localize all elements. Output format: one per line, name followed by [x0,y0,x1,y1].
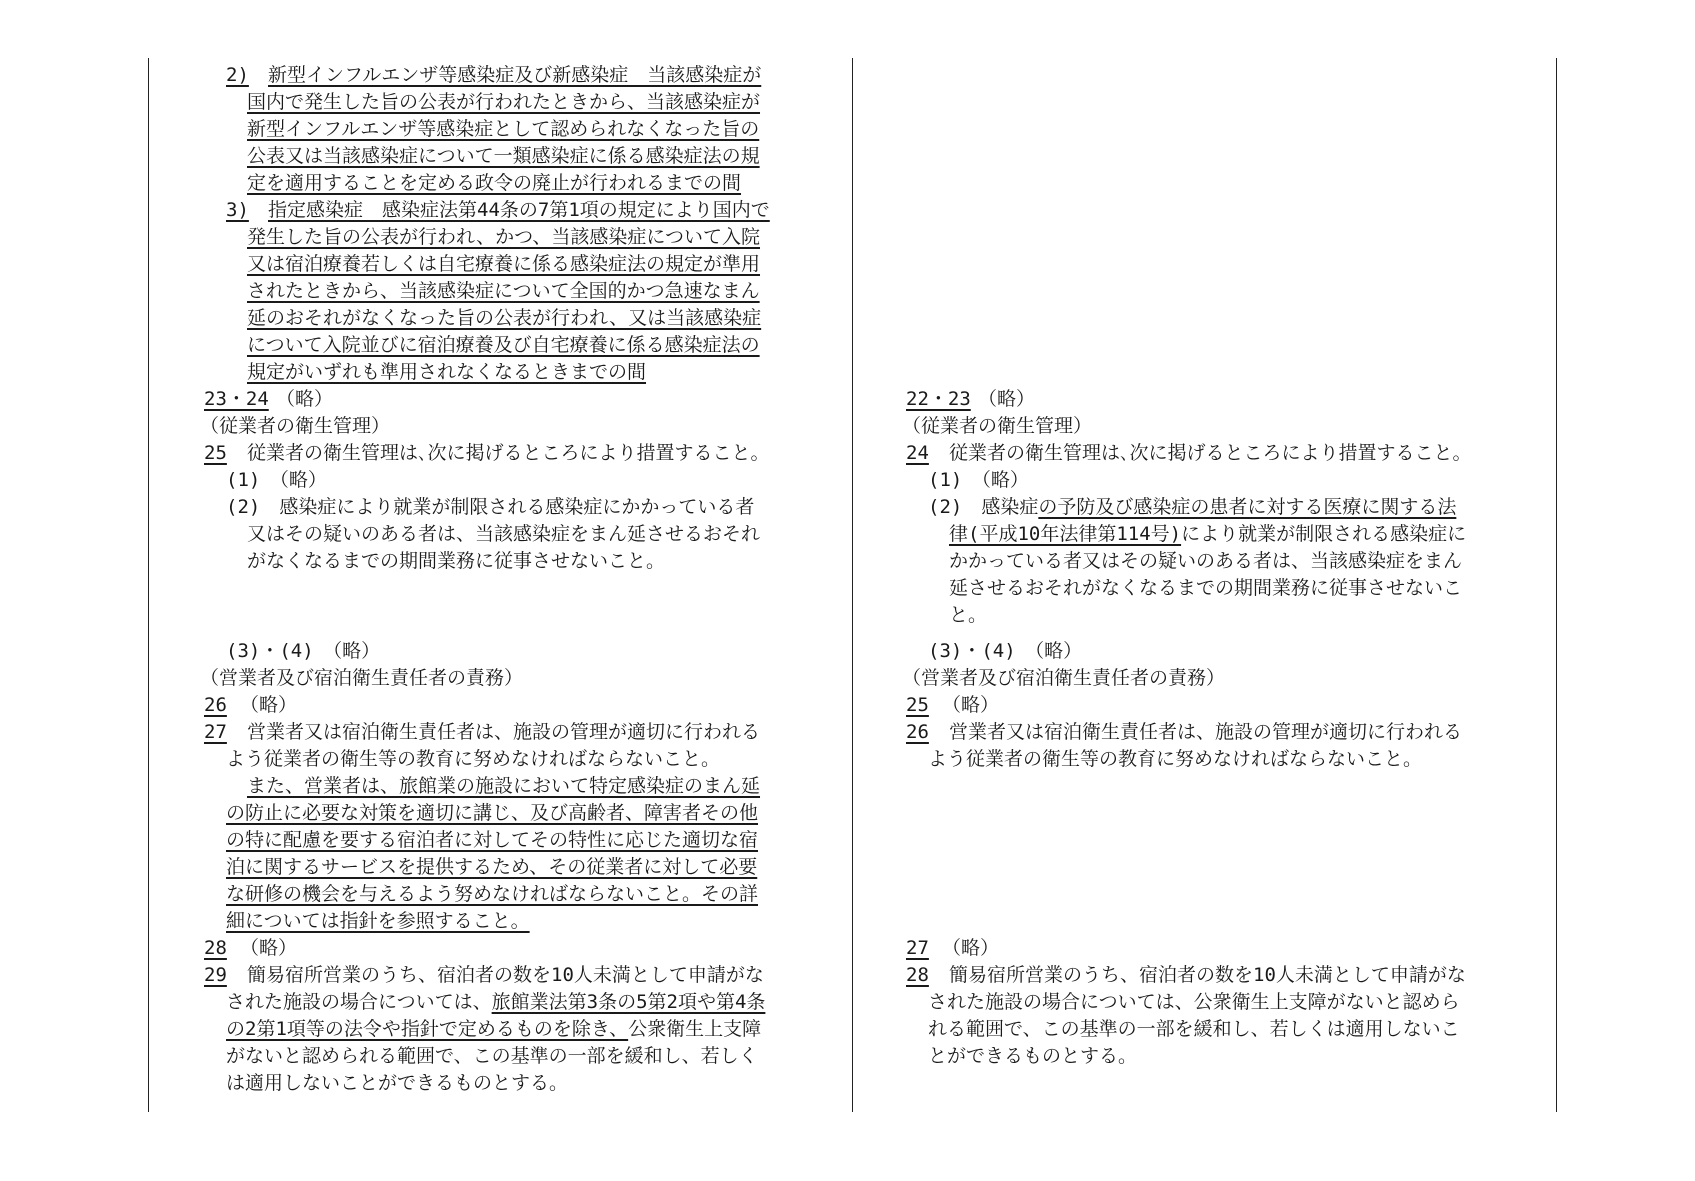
item-3-line: について入院並びに宿泊療養及び自宅療養に係る感染症法の [247,334,760,356]
paragraph-number: 26 [906,721,929,743]
plain-segment: (2) 感染症 [928,496,1039,518]
subitem-2-line: 又はその疑いのある者は、当該感染症をまん延させるおそれ [247,523,761,545]
paragraph-text: よう従業者の衛生等の教育に努めなければならないこと。 [928,748,1423,770]
subitem-3-4: (3)・(4) （略） [226,640,381,662]
paragraph-text: された施設の場合については、公衆衛生上支障がないと認めら [928,991,1460,1013]
plain-segment: 公衆衛生上支障 [628,1018,762,1040]
item-2-line: 新型インフルエンザ等感染症及び新感染症 当該感染症が [268,64,762,86]
paragraph-text [226,1016,761,1043]
subitem-2-line: 延させるおそれがなくなるまでの期間業務に従事させないこ [949,577,1463,599]
paragraph-text: がないと認められる範囲で、この基準の一部を緩和し、若しく [226,1045,758,1067]
paragraph-number: 23・24 [204,388,269,410]
section-heading-staff-hygiene: （従業者の衛生管理） [902,415,1093,437]
omitted-text: （略） [240,937,298,959]
subitem-2-line: がなくなるまでの期間業務に従事させないこと。 [247,550,666,572]
subitem-2-line: と。 [949,604,988,626]
amended-segment: 律(平成10年法律第114号) [949,523,1182,545]
amended-text-line: の防止に必要な対策を適切に講じ、及び高齢者、障害者その他 [226,802,759,824]
right-border-rule [1556,58,1557,1112]
paragraph-number: 27 [204,721,227,743]
item-3-line: 延のおそれがなくなった旨の公表が行われ、又は当該感染症 [247,307,762,329]
paragraph-number: 26 [204,694,227,716]
subitem-1: (1) （略） [928,469,1029,491]
section-heading-responsibilities: （営業者及び宿泊衛生責任者の責務） [902,667,1226,689]
item-3-line: されたときから、当該感染症について全国的かつ急速なまん [247,280,760,302]
section-heading-responsibilities: （営業者及び宿泊衛生責任者の責務） [200,667,524,689]
subitem-1: (1) （略） [226,469,327,491]
item-2-number: 2) [226,64,249,86]
subitem-2-line [949,521,1466,548]
item-3-line: 発生した旨の公表が行われ、かつ、当該感染症について入院 [247,226,761,248]
amended-text-line: の特に配慮を要する宿泊者に対してその特性に応じた適切な宿 [226,829,759,851]
paragraph-text: 簡易宿所営業のうち、宿泊者の数を10人未満として申請がな [949,964,1466,986]
omitted-text: （略） [276,388,334,410]
paragraph-number: 22・23 [906,388,971,410]
omitted-text: （略） [978,388,1036,410]
paragraph-text: とができるものとする。 [928,1045,1138,1067]
amended-text-line: な研修の機会を与えるよう努めなければならないこと。その詳 [226,883,759,905]
item-3-line: 指定感染症 感染症法第44条の7第1項の規定により国内で [268,199,770,221]
amended-text-line: 細については指針を参照すること。 [226,910,530,932]
plain-segment: により就業が制限される感染症に [1181,523,1467,545]
paragraph-number: 25 [204,442,227,464]
paragraph-text: 営業者又は宿泊衛生責任者は、施設の管理が適切に行われる [247,721,761,743]
left-border-rule [148,58,149,1112]
amended-text-line: また、営業者は、旅館業の施設において特定感染症のまん延 [247,775,761,797]
omitted-text: （略） [240,694,298,716]
paragraph-number: 27 [906,937,929,959]
item-2-line: 公表又は当該感染症について一類感染症に係る感染症法の規 [247,145,760,167]
item-3-number: 3) [226,199,249,221]
paragraph-text: 営業者又は宿泊衛生責任者は、施設の管理が適切に行われる [949,721,1463,743]
item-2-line: 新型インフルエンザ等感染症として認められなくなった旨の [247,118,760,140]
paragraph-number: 25 [906,694,929,716]
section-heading-staff-hygiene: （従業者の衛生管理） [200,415,391,437]
omitted-text: （略） [942,694,1000,716]
paragraph-number: 29 [204,964,227,986]
subitem-3-4: (3)・(4) （略） [928,640,1083,662]
plain-segment: された施設の場合については、 [226,991,492,1013]
item-3-line: 規定がいずれも準用されなくなるときまでの間 [247,361,647,383]
amended-segment: の2第1項等の法令や指針で定めるものを除き、 [226,1018,629,1040]
paragraph-text: 従業者の衛生管理は､次に掲げるところにより措置すること。 [949,442,1472,464]
item-2-line: 国内で発生した旨の公表が行われたときから、当該感染症が [247,91,761,113]
item-3-line: 又は宿泊療養若しくは自宅療養に係る感染症法の規定が準用 [247,253,761,275]
subitem-2-line: かかっている者又はその疑いのある者は、当該感染症をまん [949,550,1463,572]
paragraph-text: 簡易宿所営業のうち、宿泊者の数を10人未満として申請がな [247,964,764,986]
subitem-2 [928,494,1456,521]
amended-segment: の予防及び感染症の患者に対する医療に関する法 [1038,496,1457,518]
paragraph-text: よう従業者の衛生等の教育に努めなければならないこと。 [226,748,721,770]
amended-segment: 旅館業法第3条の5第2項や第4条 [491,991,766,1013]
paragraph-text: れる範囲で、この基準の一部を緩和し、若しくは適用しないこ [928,1018,1460,1040]
center-divider-rule [852,58,853,1112]
paragraph-number: 24 [906,442,929,464]
paragraph-text: は適用しないことができるものとする。 [226,1072,569,1094]
paragraph-number: 28 [204,937,227,959]
amended-text-line: 泊に関するサービスを提供するため、その従業者に対して必要 [226,856,758,878]
subitem-2: (2) 感染症により就業が制限される感染症にかかっている者 [226,496,755,518]
paragraph-text: 従業者の衛生管理は､次に掲げるところにより措置すること。 [247,442,770,464]
paragraph-text [226,989,765,1016]
paragraph-number: 28 [906,964,929,986]
omitted-text: （略） [942,937,1000,959]
item-2-line: 定を適用することを定める政令の廃止が行われるまでの間 [247,172,742,194]
